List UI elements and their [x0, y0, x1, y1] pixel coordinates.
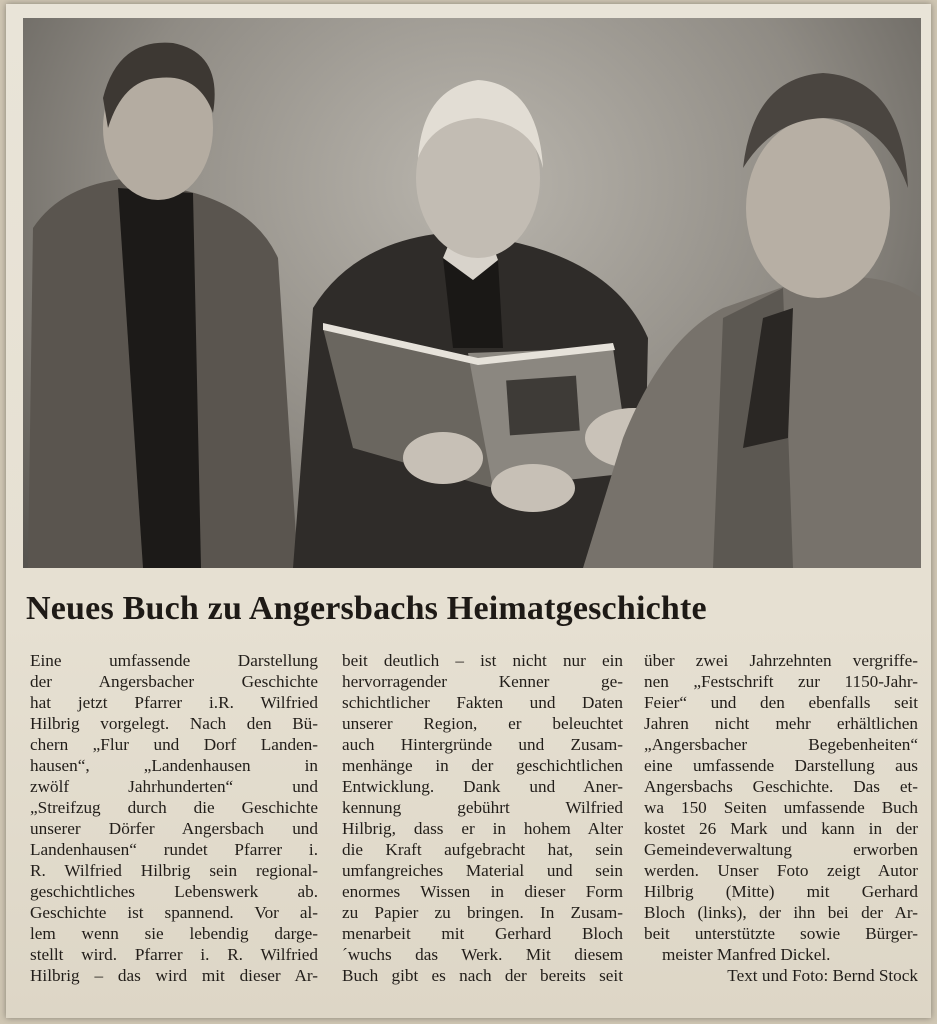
person-middle — [293, 80, 648, 568]
article-column-3 — [644, 650, 918, 986]
text-line: eine umfassende Darstellung aus — [644, 756, 918, 775]
text-line: Entwicklung. Dank und Aner- — [342, 777, 623, 796]
text-line: Hilbrig – das wird mit dieser Ar- — [30, 966, 318, 985]
text-line: umfangreiches Material und sein — [342, 861, 623, 880]
text-line: kostet 26 Mark und kann in der — [644, 819, 918, 838]
article-headline: Neues Buch zu Angersbachs Heimatgeschichte — [26, 590, 707, 627]
text-line: unserer Region, er beleuchtet — [342, 714, 623, 733]
text-line: der Angersbacher Geschichte — [30, 672, 318, 691]
text-line: Hilbrig vorgelegt. Nach den Bü- — [30, 714, 318, 733]
photo-illustration — [23, 18, 921, 568]
text-line: Hilbrig (Mitte) mit Gerhard — [644, 882, 918, 901]
photo-credit: Text und Foto: Bernd Stock — [727, 966, 918, 985]
text-line: Geschichte ist spannend. Vor al- — [30, 903, 318, 922]
text-line: die Kraft aufgebracht hat, sein — [342, 840, 623, 859]
article-column-1 — [30, 650, 318, 986]
text-line: beit unterstützte sowie Bürger- — [644, 924, 918, 943]
hand-left — [403, 432, 483, 484]
text-line: schichtlicher Fakten und Daten — [342, 693, 623, 712]
text-line: hervorragender Kenner ge- — [342, 672, 623, 691]
text-line: Eine umfassende Darstellung — [30, 651, 318, 670]
text-line: Jahren nicht mehr erhältlichen — [644, 714, 918, 733]
text-line: zwölf Jahrhunderten“ und — [30, 777, 318, 796]
text-line: auch Hintergründe und Zusam- — [342, 735, 623, 754]
article-column-2 — [342, 650, 623, 986]
text-line: beit deutlich – ist nicht nur ein — [342, 651, 623, 670]
text-line: zu Papier zu bringen. In Zusam- — [342, 903, 623, 922]
text-line: Gemeindeverwaltung erworben — [644, 840, 918, 859]
text-line: menhänge in der geschichtlichen — [342, 756, 623, 775]
text-line: hausen“, „Landenhausen in — [30, 756, 318, 775]
text-line: Buch gibt es nach der bereits seit — [342, 966, 623, 985]
text-line: Landenhausen“ rundet Pfarrer i. — [30, 840, 318, 859]
text-line: chern „Flur und Dorf Landen- — [30, 735, 318, 754]
text-line: werden. Unser Foto zeigt Autor — [644, 861, 918, 880]
person-left — [28, 43, 298, 568]
article-photo — [23, 18, 921, 568]
newspaper-clipping — [6, 4, 931, 1018]
hand-middle — [491, 464, 575, 512]
text-line: geschichtliches Lebenswerk ab. — [30, 882, 318, 901]
text-line: über zwei Jahrzehnten vergriffe- — [644, 651, 918, 670]
text-line: menarbeit mit Gerhard Bloch — [342, 924, 623, 943]
text-line: unserer Dörfer Angersbach und — [30, 819, 318, 838]
text-line: „Streifzug durch die Geschichte — [30, 798, 318, 817]
text-line: Feier“ und den ebenfalls seit — [644, 693, 918, 712]
text-line: lem wenn sie lebendig darge- — [30, 924, 318, 943]
text-line: Bloch (links), der ihn bei der Ar- — [644, 903, 918, 922]
text-line: „Angersbacher Begebenheiten“ — [644, 735, 918, 754]
text-line: Hilbrig, dass er in hohem Alter — [342, 819, 623, 838]
text-line: meister Manfred Dickel. — [662, 945, 831, 964]
text-line: ´wuchs das Werk. Mit diesem — [342, 945, 623, 964]
text-line: hat jetzt Pfarrer i.R. Wilfried — [30, 693, 318, 712]
text-line: R. Wilfried Hilbrig sein regional- — [30, 861, 318, 880]
text-line: stellt wird. Pfarrer i. R. Wilfried — [30, 945, 318, 964]
text-line: enormes Wissen in dieser Form — [342, 882, 623, 901]
text-line: Angersbachs Geschichte. Das et- — [644, 777, 918, 796]
text-line: wa 150 Seiten umfassende Buch — [644, 798, 918, 817]
text-line: nen „Festschrift zur 1150-Jahr- — [644, 672, 918, 691]
text-line: kennung gebührt Wilfried — [342, 798, 623, 817]
